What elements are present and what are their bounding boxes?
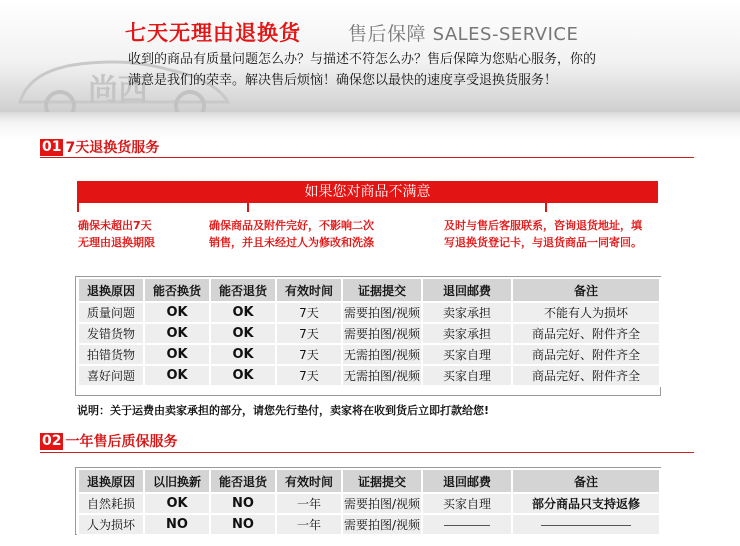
- table-cell: 需要拍图/视频: [342, 493, 422, 514]
- table-cell: 部分商品只支持返修: [512, 493, 660, 514]
- table-cell: 一年: [276, 493, 342, 514]
- column-header: 证据提交: [342, 278, 422, 302]
- table-cell: 质量问题: [78, 302, 144, 323]
- table-cell: 7天: [276, 365, 342, 386]
- header-banner: [0, 0, 740, 112]
- table-header-row: [78, 469, 660, 493]
- table-cell: 买家自理: [422, 344, 512, 365]
- note-line: 写退换货登记卡，与退货商品一同寄回。: [444, 236, 642, 249]
- note-line: 及时与售后客服联系，咨询退货地址，填: [444, 219, 642, 232]
- column-header: 证据提交: [342, 469, 422, 493]
- table-cell: 喜好问题: [78, 365, 144, 386]
- table-cell: [512, 514, 660, 535]
- table-cell: 需要拍图/视频: [342, 514, 422, 535]
- table-cell: 拍错货物: [78, 344, 144, 365]
- table-cell: 7天: [276, 323, 342, 344]
- note-line: 无理由退换期限: [78, 236, 155, 249]
- table-cell: 一年: [276, 514, 342, 535]
- page-subtitle: [348, 19, 578, 46]
- page-title: 七天无理由退换货: [125, 21, 301, 45]
- column-header: 备注: [512, 469, 660, 493]
- column-header: 能否换货: [144, 278, 210, 302]
- empty-dash: [541, 525, 631, 526]
- column-header: 备注: [512, 278, 660, 302]
- table-cell: 卖家承担: [422, 323, 512, 344]
- section-number: 02: [42, 432, 62, 449]
- table-cell: OK: [144, 302, 210, 323]
- return-policy-table: [77, 277, 661, 387]
- column-header: 退回邮费: [422, 469, 512, 493]
- logo-text: 尚西: [88, 73, 148, 108]
- intro-line: 满意是我们的荣幸。解决售后烦恼！确保您以最快的速度享受退换货服务！: [128, 73, 558, 88]
- table-cell: NO: [144, 514, 210, 535]
- table-cell: NO: [210, 514, 276, 535]
- note-line: 销售，并且未经过人为修改和洗涤: [209, 236, 374, 249]
- intro-text: [128, 49, 648, 91]
- table-cell: OK: [144, 344, 210, 365]
- column-header: 退换原因: [78, 469, 144, 493]
- table-row: [78, 365, 660, 386]
- section-heading-warranty: [40, 431, 177, 451]
- table-cell: 卖家承担: [422, 302, 512, 323]
- table-cell: NO: [210, 493, 276, 514]
- warranty-table: [77, 468, 661, 536]
- condition-note: [444, 217, 642, 251]
- table-cell: 自然耗损: [78, 493, 144, 514]
- subtitle-en: SALES-SERVICE: [432, 24, 579, 45]
- table-cell: 商品完好、附件齐全: [512, 323, 660, 344]
- table-cell: 无需拍图/视频: [342, 344, 422, 365]
- note-line: 确保未超出7天: [78, 219, 152, 232]
- section-title: 一年售后质保服务: [65, 434, 178, 450]
- table-cell: OK: [144, 493, 210, 514]
- condition-note: [78, 217, 155, 251]
- column-header: 有效时间: [276, 469, 342, 493]
- table-cell: OK: [144, 323, 210, 344]
- column-header: 能否退货: [210, 469, 276, 493]
- table-row: [78, 493, 660, 514]
- table-cell: 7天: [276, 344, 342, 365]
- table-cell: [422, 514, 512, 535]
- table-cell: 商品完好、附件齐全: [512, 365, 660, 386]
- section-divider: [40, 452, 694, 453]
- table-cell: OK: [210, 365, 276, 386]
- banner-tick: [247, 203, 249, 212]
- intro-line: 收到的商品有质量问题怎么办？与描述不符怎么办？售后保障为您贴心服务，你的: [128, 52, 597, 67]
- section-heading-7day: [40, 137, 159, 157]
- column-header: 以旧换新: [144, 469, 210, 493]
- dissatisfied-banner: 如果您对商品不满意: [77, 181, 658, 203]
- table-row: [78, 344, 660, 365]
- table-row: [78, 302, 660, 323]
- table-cell: 人为损坏: [78, 514, 144, 535]
- table-cell: 商品完好、附件齐全: [512, 344, 660, 365]
- section-number: 01: [42, 138, 62, 155]
- empty-dash: [444, 525, 490, 526]
- section-divider: [40, 157, 694, 158]
- shipping-explanation: 说明：关于运费由卖家承担的部分，请您先行垫付，卖家将在收到货后立即打款给您!: [77, 404, 490, 417]
- table-header-row: [78, 278, 660, 302]
- subtitle-cn: 售后保障: [348, 23, 427, 45]
- table-row: [78, 514, 660, 535]
- table-cell: 买家自理: [422, 365, 512, 386]
- table-cell: 7天: [276, 302, 342, 323]
- table-cell: 需要拍图/视频: [342, 323, 422, 344]
- table-cell: OK: [210, 323, 276, 344]
- section-title: 7天退换货服务: [65, 140, 160, 156]
- column-header: 有效时间: [276, 278, 342, 302]
- table-cell: 不能有人为损坏: [512, 302, 660, 323]
- table-cell: OK: [210, 344, 276, 365]
- column-header: 能否退货: [210, 278, 276, 302]
- table-cell: 买家自理: [422, 493, 512, 514]
- banner-tick: [545, 203, 547, 212]
- condition-note: [209, 217, 374, 251]
- column-header: 退换原因: [78, 278, 144, 302]
- table-row: [78, 323, 660, 344]
- table-cell: 无需拍图/视频: [342, 365, 422, 386]
- banner-tick: [77, 203, 79, 212]
- table-cell: 需要拍图/视频: [342, 302, 422, 323]
- table-cell: OK: [210, 302, 276, 323]
- note-line: 确保商品及附件完好，不影响二次: [209, 219, 374, 232]
- column-header: 退回邮费: [422, 278, 512, 302]
- table-cell: OK: [144, 365, 210, 386]
- table-cell: 发错货物: [78, 323, 144, 344]
